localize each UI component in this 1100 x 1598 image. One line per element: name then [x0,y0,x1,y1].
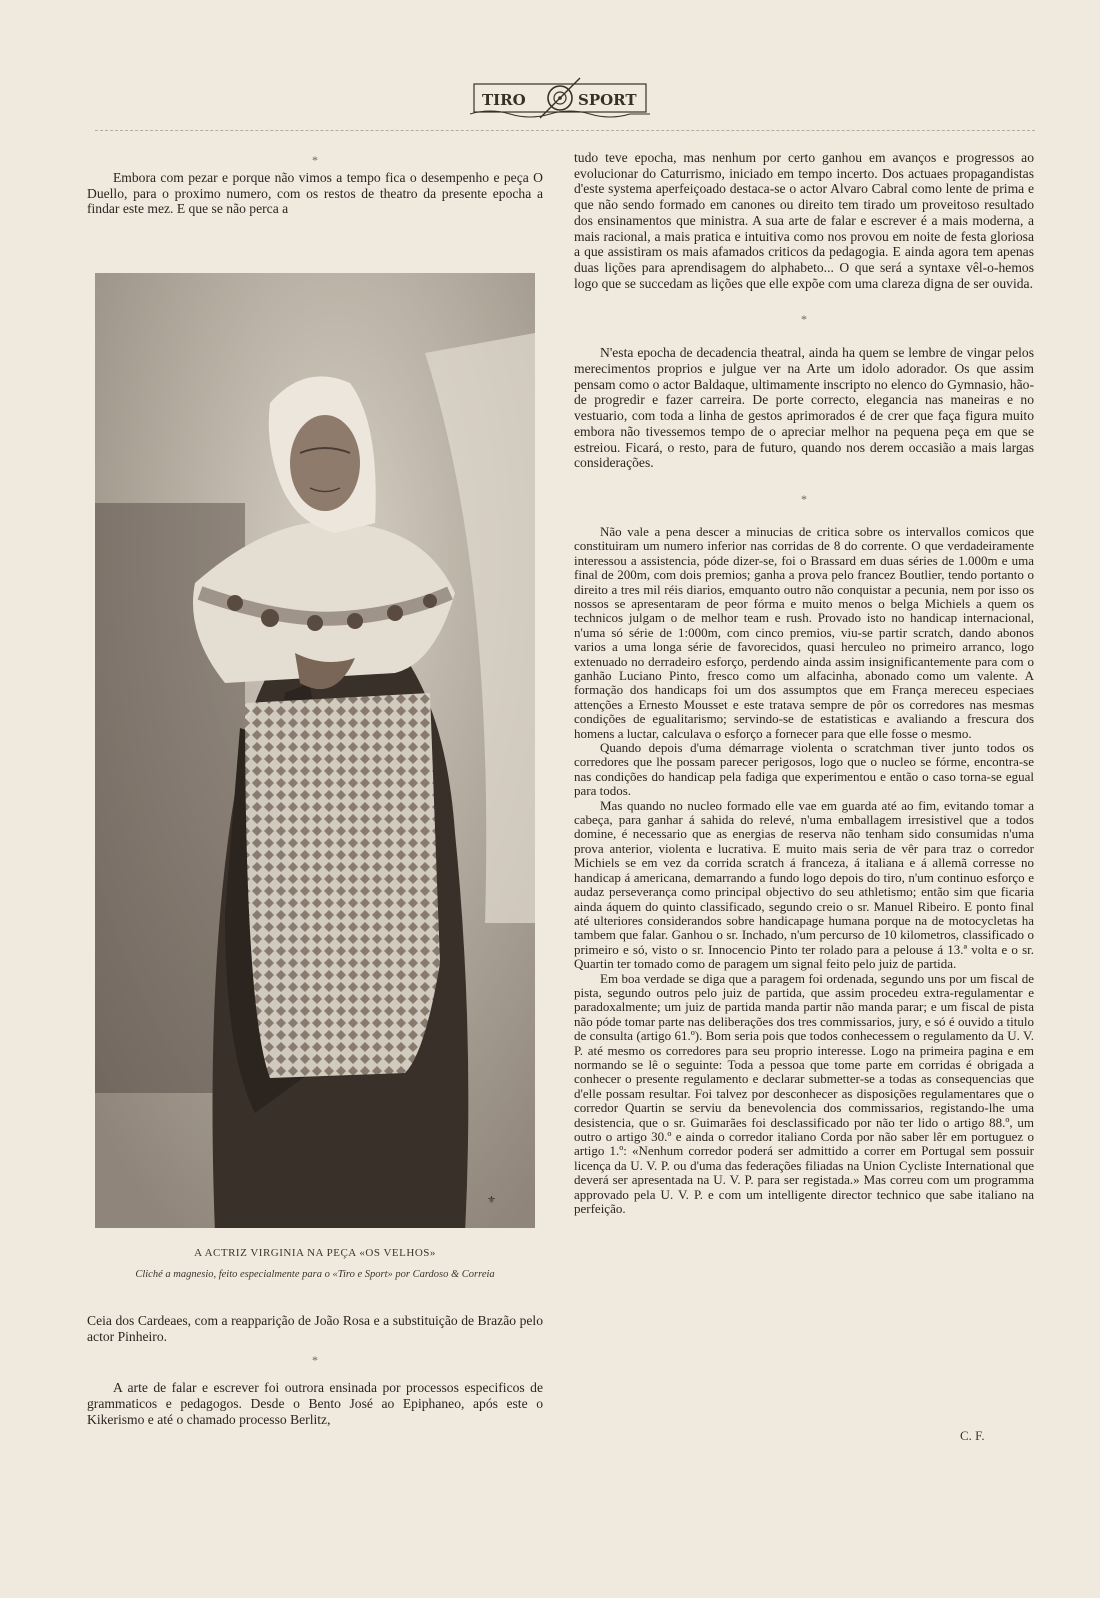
right-paragraph-2: N'esta epocha de decadencia theatral, ainda ha quem se lembre de vingar pelos merecimentos proprios e julgue ver na Arte um idolo adorador. Os que assim pensam como o actor Baldaque, ultimamente inscripto no elenco do Gymnasio, hão-de progredir e fazer carreira. De porte correcto, elegancia nas maneiras e no vestuario, com toda a linha de gestos aprimorados é de crer que faça figura muito embora não tivessemos tempo de o apreciar melhor na pequena peça em que se estreiou. Ficará, o resto, para de futuro, quando nos derem occasião a mais largas considerações. [574,345,1034,471]
left-bottom-column [87,1313,543,1428]
right-paragraph-5: Mas quando no nucleo formado elle vae em guarda até ao fim, evitando tomar a cabeça, para ganhar á sahida do relevé, n'uma emballagem irresistivel que a todos domine, é necessario que as energias de reserva não tenham sido consumidas n'uma prova anterior, violenta e lucrativa. E muito mais seria de vêr para traz o corredor Michiels se em vez da corrida scratch á franceza, á italiana e á allemã corresse no handicap á americana, demarrando a fundo logo depois do tiro, n'um continuo esforço e audaz perseverança como principal objectivo do seu athletismo; então sim que ficaria ainda áquem do quinto classificado, segundo creio o sr. Manuel Ribeiro. E ponto final até ulteriores considerandos sobre handicapage humana porque na de motocycletas ha tambem que falar. Ganhou o sr. Inchado, n'um percurso de 10 kilometros, classificado o primeiro e só, visto o sr. Innocencio Pinto ter rolado para a pelouse á 13.ª volta e o sr. Quartin ter tomado como de paragem um signal feito pelo juiz de partida. [574,797,1034,972]
masthead-right-word: SPORT [578,91,637,109]
actress-portrait-illustration [95,273,535,1228]
left-column [87,150,543,217]
section-star-2: * [312,1353,318,1368]
section-star: * [312,153,318,167]
masthead-left-word: TIRO [482,91,526,109]
left-bottom-paragraph-2: A arte de falar e escrever foi outrora ensinada por processos especificos de grammaticos e pedagogos. Desde o Bento José ao Epiphaneo, após este o Kikerismo e até o chamado processo Berlitz, [87,1380,543,1427]
right-paragraph-3: Não vale a pena descer a minucias de critica sobre os intervallos comicos que constituiram um numero inferior nas corridas de 8 do corrente. O que verdadeiramente interessou a assistencia, póde dizer-se, foi o Brassard em duas séries de 1.000m e uma final de 200m, com dois premios; ganha a prova pelo francez Boutlier, tendo portanto o direito a tres mil réis diarios, emquanto outro não conquistar a pecunia, nem por isso os nossos se apresentaram de peor fórma e muito menos o belga Michiels a quem os technicos julgam o de melhor team e rush. Provado isto no handicap internacional, n'uma só série de 1:000m, com cinco premios, viu-se partir scratch, dando abonos varios a uma longa série de favorecidos, quasi herculeo no primeiro arranco, logo extenuado no derradeiro esforço, perdendo ainda assim insignificantemente para com o ganhão Luciano Pinto, fresco como um alfacinha, abonado como um valente. A formação dos handicaps foi um dos assumptos que em França mereceu especiaes attenções a Ernesto Mousset e este tratava sempre de pôr os corredores nas mesmas condições de egualitarismo; servindo-se de estatisticas e avaliando a frescura dos homens a luctar, calculava o esforço a fornecer para que elle fosse o mesmo. [574,523,1034,741]
right-paragraph-6: Em boa verdade se diga que a paragem foi ordenada, segundo uns por um fiscal de pista, segundo outros pelo juiz de partida, que assim procedeu extra-regulamentar e paradoxalmente; um juiz de partida manda partir não manda parar; e um fiscal de pista não póde tomar parte nas deliberações dos tres commissarios, jury, e só é ouvido a titulo de consulta (artigo 61.º). Bom seria pois que todos conhecessem o regulamento da U. V. P. até mesmo os corredores para seu proprio interesse. Logo na primeira pagina e em normando se lê o seguinte: Toda a pessoa que tome parte em corridas é obrigada a conhecer o presente regulamento e declarar submetter-se a todas as consequencias que d'elle possam resultar. Foi talvez por desconhecer as disposições regulamentares que o corredor Quartin se serviu da benevolencia dos commissarios, registando-lhe uma desistencia, que o sr. Guimarães foi desclassificado por não ter lido o artigo 88.º, um outro o artigo 30.º e ainda o corredor italiano Corda por não saber lêr em portuguez o artigo 1.º: «Nenhum corredor poderá ser admittido a correr em Portugal sem possuir licença da U. V. P. ou d'uma das federações filiadas na Union Cycliste International que deverá ser apresentada na U. V. P. para ser registada.» Mas correu com um programma approvado pela U. V. P. e com um intelligente director technico que sabe italiano na perfeição. [574,970,1034,1217]
photo-caption-title: A ACTRIZ VIRGINIA NA PEÇA «OS VELHOS» [194,1247,436,1259]
author-signature: C. F. [960,1428,985,1443]
svg-text:⚜: ⚜ [487,1195,496,1206]
header-rule [95,130,1035,131]
section-star-4: * [801,491,807,506]
masthead-logo [470,74,650,122]
right-paragraph-1: tudo teve epocha, mas nenhum por certo ganhou em avanços e progressos ao evolucionar do Caturrismo, iniciado em tempo incerto. Dos actuaes propagandistas d'este systema aperfeiçoado destaca-se o actor Alvaro Cabral como lente de prima e que não sendo formado em canones ou direito tem tirado um proveitoso resultado dos ensinamentos que ministra. A sua arte de falar e escrever é a mais moderna, a mais racional, a mais pratica e intuitiva como nos provou em noite de festa gloriosa a que assistiram os mais afamados criticos da pedagogia. E ainda agora tem apenas duas lições para aprendisagem do alphabeto... O que será a syntaxe vêl-o-hemos logo que se succedam as lições que elle expõe com uma clareza digna de ser ouvida. [574,150,1034,291]
right-column [574,150,1034,1216]
left-intro-paragraph: Embora com pezar e porque não vimos a tempo fica o desempenho e peça O Duello, para o proximo numero, com os restos de theatro da presente epocha a findar este mez. E que se não perca a [87,170,543,217]
left-bottom-paragraph-1: Ceia dos Cardeaes, com a reapparição de João Rosa e a substituição de Brazão pelo actor Pinheiro. [87,1313,543,1344]
photo-caption-credit: Cliché a magnesio, feito especialmente para o «Tiro e Sport» por Cardoso & Correia [135,1269,495,1280]
right-paragraph-4: Quando depois d'uma démarrage violenta o scratchman tiver junto todos os corredores que lhe possam parecer perigosos, logo que o nucleo se fórme, encontra-se nas condições do handicap pela fadiga que experimentou e então o caso torna-se egual para todos. [574,740,1034,799]
actress-photograph [95,273,535,1228]
section-star-3: * [801,312,807,327]
